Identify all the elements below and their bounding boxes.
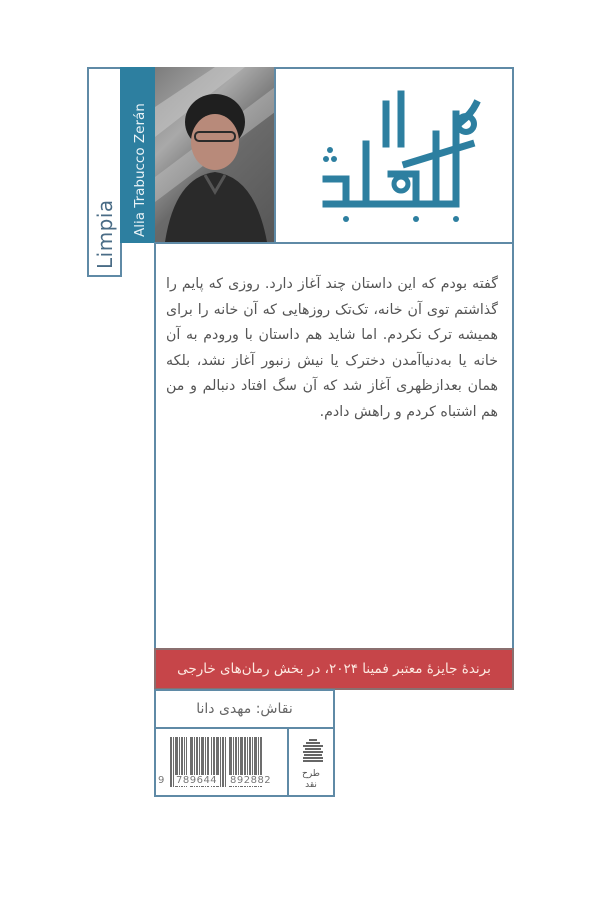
blurb-box [154,242,514,650]
barcode-prefix-digit: 9 [158,775,165,786]
publisher-logo-icon [303,739,323,763]
author-photo [155,67,275,242]
publisher-name [289,769,333,791]
series-calligraphy-logo-icon [306,84,486,229]
portrait-image-icon [155,67,275,242]
author-strip-extension [120,243,156,277]
award-banner [154,648,514,690]
back-cover-blurb: گفته بودم که این داستان چند آغاز دارد. روزی که پایم را گذاشتم توی آن خانه، تک‌تک روزهایی که آن خانه را برای همیشه ترک نکردم. اما شاید هم داستان با ورودم به آن خانه یا به‌دنیاآمدن دخترک یا نیش زنبور آغاز نشد، بلکه همان بعدازظهری آغاز شد که آن سگ افتاد دنبالم و من هم اشتباه کردم و راهش دادم. [166,276,498,420]
series-logo-box [274,67,514,244]
book-title-latin: Limpia [92,199,117,269]
author-name-strip [120,67,156,243]
publisher-logo-box [287,727,335,797]
author-name-latin: Alia Trabucco Zerán [132,103,148,237]
title-latin-box [87,67,122,277]
barcode-digits-left: 789644 [176,775,218,786]
illustrator-credit: نقاش: مهدی دانا [196,701,293,717]
illustrator-credit-box [154,689,335,729]
publisher-name-line1: طرح [302,769,320,779]
publisher-name-line2: نقد [305,780,317,790]
barcode-digits-right: 892882 [230,775,272,786]
isbn-barcode-box [154,727,289,797]
award-text: برندهٔ جایزهٔ معتبر فمینا ۲۰۲۴، در بخش رمان‌های خارجی [177,661,491,677]
